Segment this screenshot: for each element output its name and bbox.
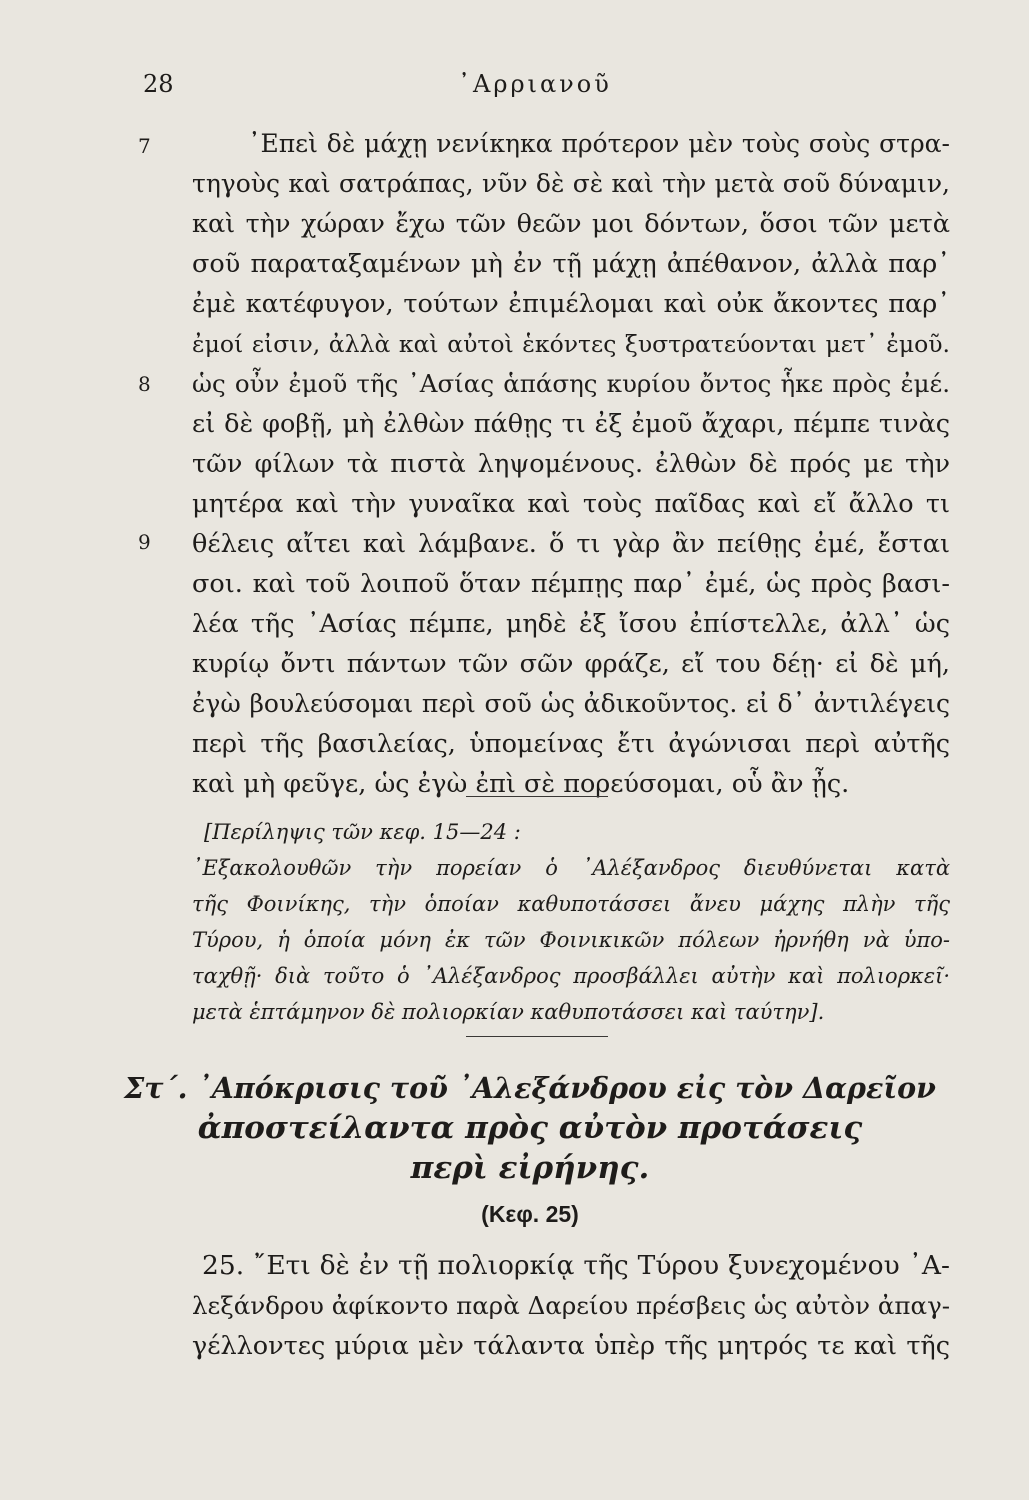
running-title: ᾽Αρριανοῦ — [458, 70, 612, 98]
paragraph-line: λεξάνδρου ἀφίκοντο παρὰ Δαρείου πρέσβεις ὡς αὐτὸν ἀπαγ- — [192, 1291, 950, 1320]
summary-line: μετὰ ἑπτάμηνον δὲ πολιορκίαν καθυποτάσσει καὶ ταύτην]. — [192, 1000, 825, 1024]
paragraph-line: τηγοὺς καὶ σατράπας, νῦν δὲ σὲ καὶ τὴν μετὰ σοῦ δύναμιν, — [192, 169, 950, 198]
page-number: 28 — [143, 70, 174, 98]
paragraph-line: περὶ τῆς βασιλείας, ὑπομείνας ἔτι ἀγώνισαι περὶ αὐτῆς — [192, 729, 950, 759]
margin-number-8: 8 — [138, 372, 151, 396]
paragraph-line: τῶν φίλων τὰ πιστὰ ληψομένους. ἐλθὼν δὲ πρός με τὴν — [192, 449, 950, 479]
paragraph-line: γέλλοντες μύρια μὲν τάλαντα ὑπὲρ τῆς μητρός τε καὶ τῆς — [192, 1331, 950, 1361]
paragraph-line: μητέρα καὶ τὴν γυναῖκα καὶ τοὺς παῖδας καὶ εἴ ἄλλο τι — [192, 489, 950, 519]
summary-line: τῆς Φοινίκης, τὴν ὁποίαν καθυποτάσσει ἄνευ μάχης πλὴν τῆς — [192, 892, 950, 916]
section-heading-line: ἀποστείλαντα πρὸς αὐτὸν προτάσεις — [197, 1110, 863, 1146]
paragraph-line: θέλεις αἴτει καὶ λάμβανε. ὅ τι γὰρ ἂν πείθῃς ἐμέ, ἔσται — [192, 529, 950, 559]
paragraph-line: σοῦ παραταξαμένων μὴ ἐν τῇ μάχῃ ἀπέθανον, ἀλλὰ παρ᾽ — [192, 249, 950, 279]
paragraph-line: εἰ δὲ φοβῇ, μὴ ἐλθὼν πάθῃς τι ἐξ ἐμοῦ ἄχαρι, πέμπε τινὰς — [192, 409, 950, 439]
margin-number-9: 9 — [138, 530, 151, 554]
paragraph-line: 25. ῎Ετι δὲ ἐν τῇ πολιορκίᾳ τῆς Τύρου ξυνεχομένου ᾽Α- — [202, 1250, 950, 1281]
summary-line: ταχθῇ· διὰ τοῦτο ὁ ᾽Αλέξανδρος προσβάλλει αὐτὴν καὶ πολιορκεῖ· — [192, 964, 950, 988]
margin-number-7: 7 — [138, 134, 151, 158]
summary-line: ᾽Εξακολουθῶν τὴν πορείαν ὁ ᾽Αλέξανδρος διευθύνεται κατὰ — [192, 856, 950, 880]
divider-rule — [466, 1036, 608, 1037]
section-heading-line: περὶ εἰρήνης. — [410, 1150, 650, 1186]
paragraph-line: σοι. καὶ τοῦ λοιποῦ ὅταν πέμπῃς παρ᾽ ἐμέ, ὡς πρὸς βασι- — [192, 569, 950, 599]
paragraph-line: ἐμοί εἰσιν, ἀλλὰ καὶ αὐτοὶ ἑκόντες ξυστρατεύονται μετ᾽ ἐμοῦ. — [192, 330, 950, 358]
paragraph-line: κυρίῳ ὄντι πάντων τῶν σῶν φράζε, εἴ του δέῃ· εἰ δὲ μή, — [192, 649, 950, 679]
summary-line: [Περίληψις τῶν κεφ. 15—24 : — [204, 820, 521, 844]
paragraph-line: καὶ μὴ φεῦγε, ὡς ἐγὼ ἐπὶ σὲ πορεύσομαι, οὗ ἂν ᾖς. — [192, 769, 850, 799]
divider-rule — [466, 796, 608, 797]
paragraph-line: ἐγὼ βουλεύσομαι περὶ σοῦ ὡς ἀδικοῦντος. εἰ δ᾽ ἀντιλέγεις — [192, 689, 950, 718]
chapter-reference: (Κεφ. 25) — [481, 1201, 579, 1227]
section-heading-line: Στ΄. ᾽Απόκρισις τοῦ ᾽Αλεξάνδρου εἰς τὸν Δαρεῖον — [124, 1071, 936, 1105]
paragraph-line: ἐμὲ κατέφυγον, τούτων ἐπιμέλομαι καὶ οὐκ ἄκοντες παρ᾽ — [192, 289, 950, 319]
summary-line: Τύρου, ἡ ὁποία μόνη ἐκ τῶν Φοινικικῶν πόλεων ἠρνήθη νὰ ὑπο- — [192, 928, 950, 952]
paragraph-line: καὶ τὴν χώραν ἔχω τῶν θεῶν μοι δόντων, ὅσοι τῶν μετὰ — [192, 209, 950, 239]
paragraph-line: λέα τῆς ᾽Ασίας πέμπε, μηδὲ ἐξ ἴσου ἐπίστελλε, ἀλλ᾽ ὡς — [192, 609, 950, 639]
paragraph-line: ὡς οὖν ἐμοῦ τῆς ᾽Ασίας ἁπάσης κυρίου ὄντος ἧκε πρὸς ἐμέ. — [192, 369, 950, 398]
paragraph-line: ᾽Επεὶ δὲ μάχῃ νενίκηκα πρότερον μὲν τοὺς σοὺς στρα- — [248, 129, 950, 158]
